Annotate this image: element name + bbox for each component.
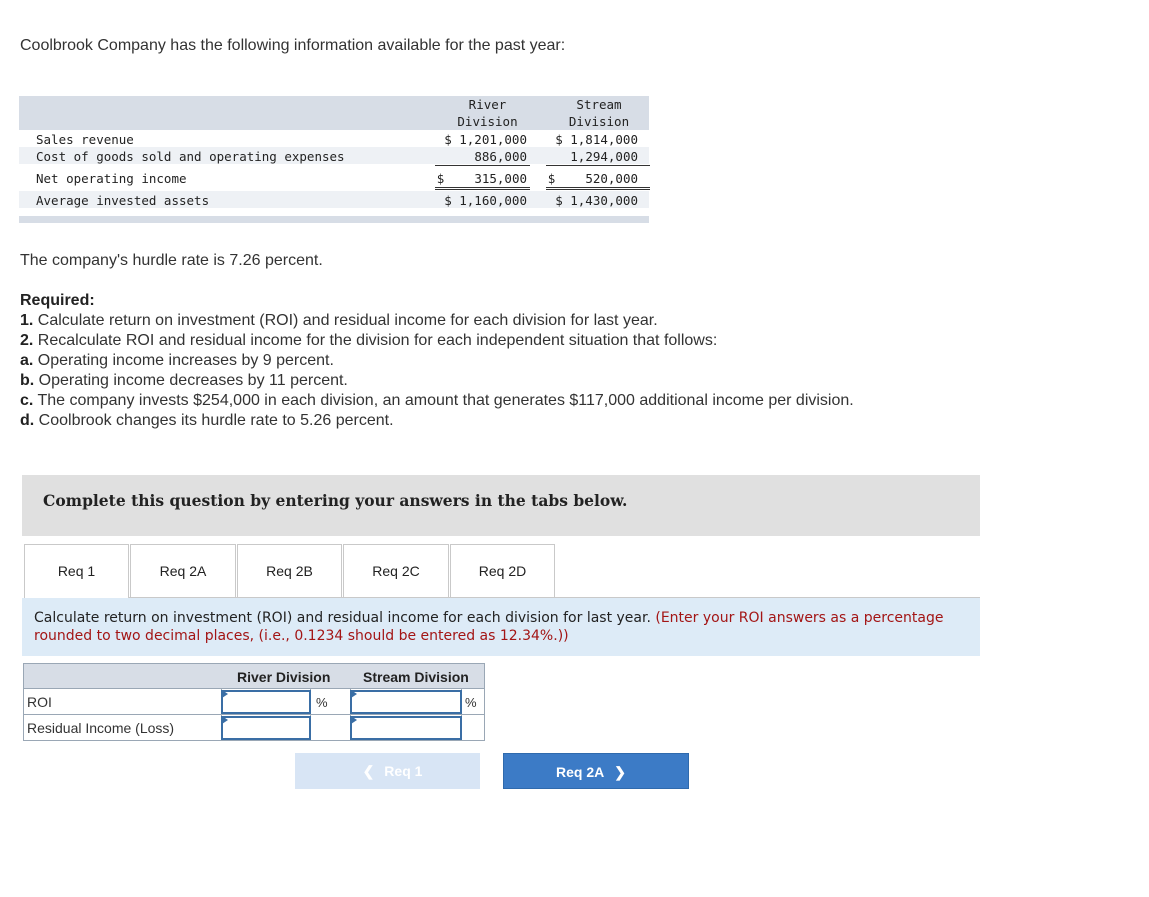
chevron-right-icon: ❯ (614, 764, 626, 780)
instruction-text: Calculate return on investment (ROI) and residual income for each division for last year. (34, 610, 651, 626)
stream-assets: $ 1,430,000 (555, 193, 638, 208)
tab-req-2a[interactable]: Req 2A (130, 544, 236, 597)
answer-table-header (23, 663, 485, 689)
prev-req-button[interactable] (295, 753, 480, 789)
required-item: 2. Recalculate ROI and residual income for the division for each independent situation that follows: (20, 332, 718, 349)
tab-req-2d[interactable]: Req 2D (450, 544, 555, 597)
tab-req-2c[interactable]: Req 2C (343, 544, 449, 597)
river-roi-percent: % (316, 695, 328, 710)
row-label-sales: Sales revenue (36, 132, 134, 147)
required-item: a. Operating income increases by 9 percent. (20, 352, 334, 369)
stream-roi-input[interactable] (350, 690, 462, 714)
stream-sales: $ 1,814,000 (555, 132, 638, 147)
stream-cogs: 1,294,000 (570, 149, 638, 164)
river-cogs: 886,000 (474, 149, 527, 164)
hurdle-rate-text: The company's hurdle rate is 7.26 percent. (20, 252, 323, 269)
row-label-cogs: Cost of goods sold and operating expenses (36, 149, 345, 164)
river-division-header: River Division (237, 669, 331, 685)
next-req-label: Req 2A (556, 764, 605, 780)
tab-req-1[interactable]: Req 1 (24, 544, 129, 598)
prev-req-label: Req 1 (384, 763, 423, 779)
roi-label: ROI (27, 694, 52, 710)
required-item: b. Operating income decreases by 11 percent. (20, 372, 348, 389)
chevron-left-icon: ❮ (362, 763, 375, 779)
required-heading: Required: (20, 292, 95, 309)
complete-question-banner (22, 475, 980, 536)
tab-req-2b[interactable]: Req 2B (237, 544, 342, 597)
row-label-noi: Net operating income (36, 171, 187, 186)
instruction-box (22, 598, 980, 656)
residual-income-label: Residual Income (Loss) (27, 720, 175, 736)
complete-question-text: Complete this question by entering your answers in the tabs below. (43, 491, 628, 510)
river-sales: $ 1,201,000 (444, 132, 527, 147)
stream-noi: $ 520,000 (547, 171, 638, 186)
stream-division-header: Stream Division (363, 669, 469, 685)
answer-table (23, 663, 485, 741)
stream-residual-input[interactable] (350, 716, 462, 740)
required-section (20, 291, 854, 431)
river-noi: $ 315,000 (436, 171, 527, 186)
row-label-assets: Average invested assets (36, 193, 210, 208)
river-header-line1: River (468, 97, 507, 112)
required-item: c. The company invests $254,000 in each division, an amount that generates $117,000 additional income per division. (20, 392, 854, 409)
required-item: d. Coolbrook changes its hurdle rate to 5.26 percent. (20, 412, 394, 429)
intro-text: Coolbrook Company has the following information available for the past year: (20, 37, 566, 54)
required-item: 1. Calculate return on investment (ROI) and residual income for each division for last year. (20, 312, 658, 329)
instruction-note: (Enter your ROI answers as a percentage rounded to two decimal places, (i.e., 0.1234 should be entered as 12.34%.)) (34, 610, 944, 644)
river-assets: $ 1,160,000 (444, 193, 527, 208)
river-header-line2: Division (457, 114, 518, 129)
next-req-button[interactable] (503, 753, 689, 789)
river-residual-input[interactable] (221, 716, 311, 740)
stream-header-line2: Division (568, 114, 630, 129)
stream-header-line1: Stream (576, 97, 622, 112)
financial-table (19, 96, 649, 223)
stream-roi-percent: % (465, 695, 477, 710)
river-roi-input[interactable] (221, 690, 311, 714)
